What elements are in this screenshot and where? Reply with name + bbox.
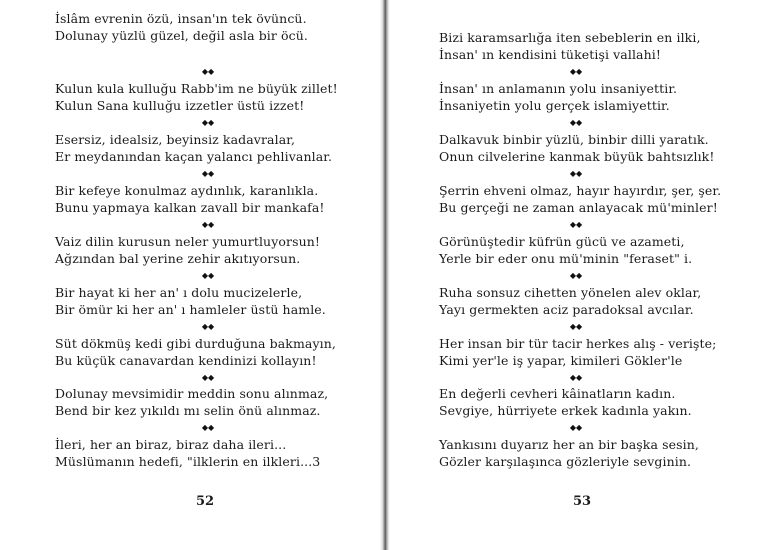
verse-line: Er meydanından kaçan yalancı pehlivanlar. [55, 149, 333, 164]
verse-line: Müslümanın hedefi, "ilklerin en ilkleri...3 [55, 454, 321, 469]
stanza-separator: ◆◆ [569, 220, 583, 229]
stanza [55, 385, 395, 419]
verse-line: Süt dökmüş kedi gibi durduğuna bakmayın, [55, 336, 336, 351]
stanza-separator: ◆◆ [201, 169, 215, 178]
verse-line: Gözler karşılaşınca gözleriyle sevginin. [439, 454, 692, 469]
stanza [439, 182, 771, 216]
stanza-separator: ◆◆ [569, 322, 583, 331]
stanza [55, 436, 395, 470]
verse-line: Esersiz, idealsiz, beyinsiz kadavralar, [55, 132, 296, 147]
verse-line: Dolunay mevsimidir meddin sonu alınmaz, [55, 386, 329, 401]
stanza-separator: ◆◆ [201, 220, 215, 229]
stanza-separator: ◆◆ [569, 67, 583, 76]
stanza [55, 335, 395, 369]
stanza-separator: ◆◆ [201, 423, 215, 432]
verse-line: Sevgiye, hürriyete erkek kadınla yakın. [439, 403, 692, 418]
verse-line: Kulun Sana kulluğu izzetler üstü izzet! [55, 98, 305, 113]
verse-line: Onun cilvelerine kanmak büyük bahtsızlık! [439, 149, 715, 164]
stanza [439, 233, 771, 267]
stanza-separator: ◆◆ [201, 373, 215, 382]
stanza-separator: ◆◆ [201, 271, 215, 280]
stanza [55, 182, 395, 216]
verse-line: Kimi yer'le iş yapar, kimileri Gökler'le [439, 353, 683, 368]
verse-line: Yankısını duyarız her an bir başka sesin, [439, 437, 699, 452]
stanza-separator: ◆◆ [569, 423, 583, 432]
stanza [439, 80, 771, 114]
stanza [55, 233, 395, 267]
verse-line: Bend bir kez yıkıldı mı selin önü alınmaz. [55, 403, 321, 418]
stanza [439, 436, 771, 470]
stanza [439, 284, 771, 318]
verse-line: Şerrin ehveni olmaz, hayır hayırdır, şer, şer. [439, 183, 722, 198]
verse-line: Bir hayat ki her an' ı dolu mucizelerle, [55, 285, 303, 300]
verse-line: Ruha sonsuz cihetten yönelen alev oklar, [439, 285, 702, 300]
stanza-separator: ◆◆ [569, 373, 583, 382]
stanza-separator: ◆◆ [569, 169, 583, 178]
stanza [55, 284, 395, 318]
stanza [55, 80, 395, 114]
verse-line: Vaiz dilin kurusun neler yumurtluyorsun! [55, 234, 321, 249]
verse-line: Bu küçük canavardan kendinizi kollayın! [55, 353, 317, 368]
stanza [439, 29, 771, 63]
verse-line: İnsaniyetin yolu gerçek islamiyettir. [439, 98, 670, 113]
stanza [55, 131, 395, 165]
verse-line: Ağzından bal yerine zehir akıtıyorsun. [55, 251, 301, 266]
stanza-separator: ◆◆ [201, 118, 215, 127]
verse-line: İslâm evrenin özü, insan'ın tek övüncü. [55, 11, 307, 26]
stanza-separator: ◆◆ [569, 118, 583, 127]
verse-line: Bir ömür ki her an' ı hamleler üstü hamle. [55, 302, 326, 317]
verse-line: İnsan' ın kendisini tüketişi vallahi! [439, 47, 661, 62]
verse-line: Kulun kula kulluğu Rabb'im ne büyük zillet! [55, 81, 338, 96]
right-page [387, 0, 771, 550]
stanza-separator: ◆◆ [201, 322, 215, 331]
verse-line: Yayı germekten aciz paradoksal avcılar. [439, 302, 694, 317]
stanza-separator: ◆◆ [201, 67, 215, 76]
verse-line: Bu gerçeği ne zaman anlayacak mü'minler! [439, 200, 718, 215]
page-number: 52 [196, 494, 215, 509]
verse-line: En değerli cevheri kâinatların kadın. [439, 386, 676, 401]
left-page [0, 0, 383, 550]
verse-line: Yerle bir eder onu mü'minin "feraset" i. [439, 251, 693, 266]
stanza [439, 335, 771, 369]
stanza [55, 10, 395, 44]
verse-line: Bizi karamsarlığa iten sebeblerin en ilki, [439, 30, 701, 45]
verse-line: Dolunay yüzlü güzel, değil asla bir öcü. [55, 28, 308, 43]
verse-line: İleri, her an biraz, biraz daha ileri... [55, 437, 287, 452]
verse-line: Bunu yapmaya kalkan zavall bir mankafa! [55, 200, 325, 215]
page-number: 53 [573, 494, 592, 509]
verse-line: Dalkavuk binbir yüzlü, binbir dilli yaratık. [439, 132, 709, 147]
stanza [439, 131, 771, 165]
stanza-separator: ◆◆ [569, 271, 583, 280]
verse-line: Bir kefeye konulmaz aydınlık, karanlıkla. [55, 183, 319, 198]
verse-line: Her insan bir tür tacir herkes alış - verişte; [439, 336, 717, 351]
verse-line: Görünüştedir küfrün gücü ve azameti, [439, 234, 685, 249]
verse-line: İnsan' ın anlamanın yolu insaniyettir. [439, 81, 678, 96]
stanza [439, 385, 771, 419]
